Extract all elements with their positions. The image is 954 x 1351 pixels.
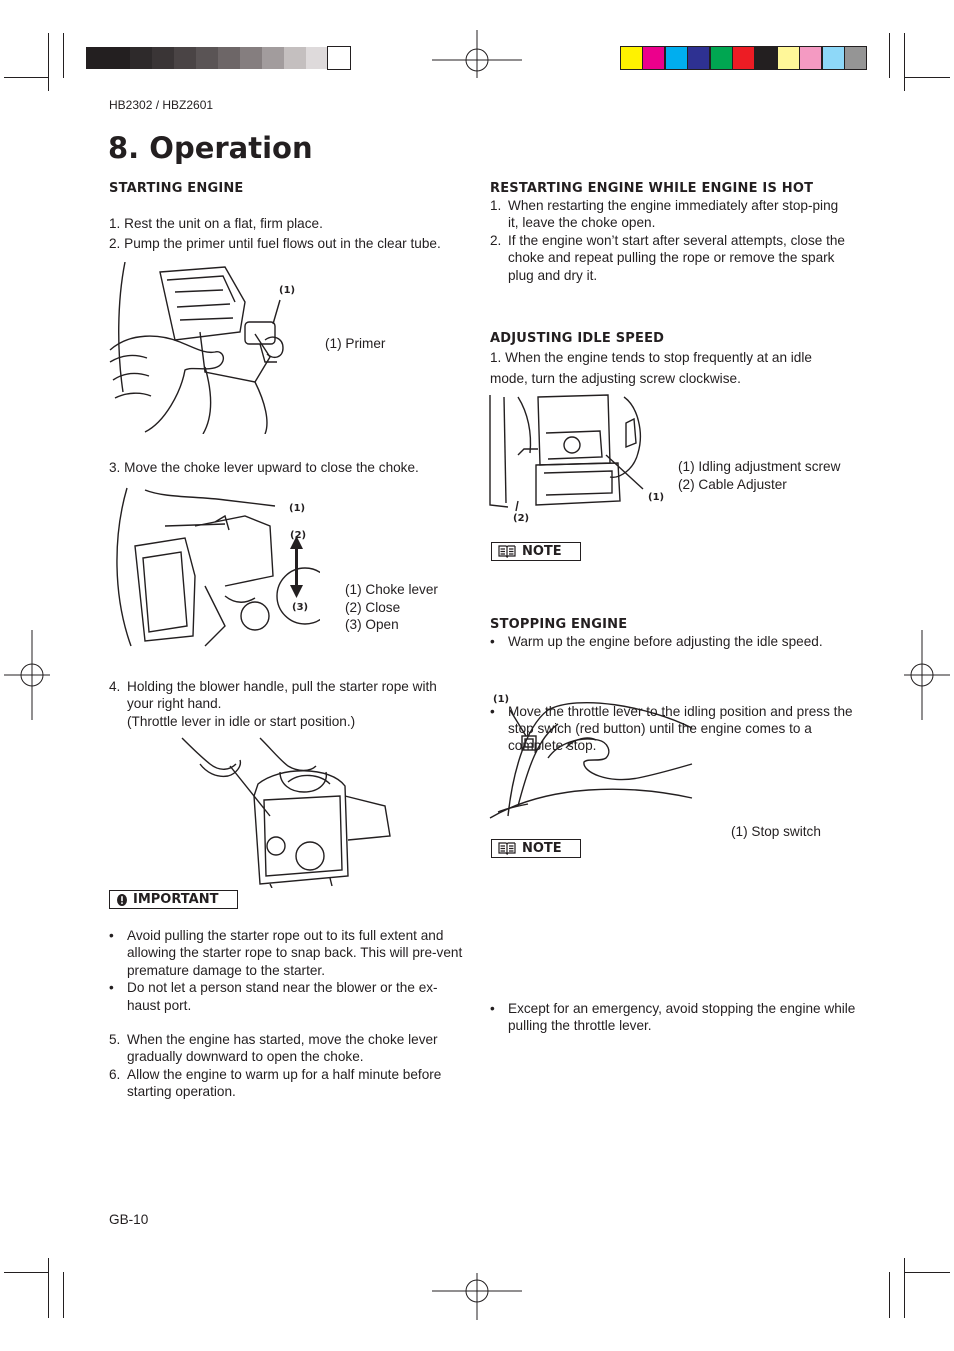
idle-label-2: (2) Cable Adjuster xyxy=(678,476,787,492)
color-swatch xyxy=(845,47,866,69)
color-swatch xyxy=(666,47,687,69)
starter-rope-illustration xyxy=(180,736,392,888)
idle-speed-heading: ADJUSTING IDLE SPEED xyxy=(490,331,665,346)
gray-swatch xyxy=(240,47,262,69)
step-number: 3. xyxy=(109,460,121,475)
restart-step-2 xyxy=(490,232,846,284)
stopping-heading: STOPPING ENGINE xyxy=(490,617,628,632)
gray-swatch xyxy=(284,47,306,69)
page-number: GB-10 xyxy=(109,1212,149,1227)
steps-after xyxy=(109,1031,464,1101)
step-3 xyxy=(109,459,419,476)
color-swatch xyxy=(778,47,799,69)
starting-engine-heading: STARTING ENGINE xyxy=(109,181,244,196)
restarting-heading: RESTARTING ENGINE WHILE ENGINE IS HOT xyxy=(490,181,814,196)
stop-callout-1: (1) xyxy=(493,694,510,705)
note-label: NOTE xyxy=(522,841,562,856)
choke-label-1: (1) Choke lever xyxy=(345,582,438,597)
choke-callout-2: (2) xyxy=(290,530,307,541)
book-note-icon xyxy=(498,545,516,558)
important-bullet: • Avoid pulling the starter rope out to its full extent and allowing the starter rope to snap back. This will pre-vent premature damage to the starter. xyxy=(109,927,464,979)
step-text: Rest the unit on a flat, firm place. xyxy=(124,216,323,231)
step-text: If the engine won’t start after several attempts, close the choke and repeat pulling the rope or remove the spark plug and dry it. xyxy=(508,232,845,283)
step-number: 5. xyxy=(109,1032,121,1047)
choke-legend xyxy=(345,581,438,634)
restart-step-1 xyxy=(490,197,846,232)
step-text: Allow the engine to warm up for a half minute before starting operation. xyxy=(127,1066,442,1100)
step-4 xyxy=(109,678,463,730)
idle-note-bullet: • Warm up the engine before adjusting the idle speed. xyxy=(490,633,866,650)
idle-label-1: (1) Idling adjustment screw xyxy=(678,459,841,474)
color-swatch xyxy=(711,47,732,69)
note-label: NOTE xyxy=(522,544,562,559)
note-box xyxy=(491,542,581,561)
page-title: 8. Operation xyxy=(108,131,313,165)
color-swatch xyxy=(800,47,821,69)
primer-callout: (1) xyxy=(279,285,296,296)
primer-illustration xyxy=(105,262,305,434)
step-text: When restarting the engine immediately after stop-ping it, leave the choke open. xyxy=(508,198,839,231)
color-swatch xyxy=(755,47,776,69)
choke-lever-illustration xyxy=(105,486,320,656)
choke-callout-1: (1) xyxy=(289,503,306,514)
step-number: 4. xyxy=(109,679,121,694)
idle-callout-2: (2) xyxy=(513,513,530,524)
starting-steps xyxy=(109,215,469,252)
gray-swatch xyxy=(152,47,174,69)
idle-speed-text: 1. When the engine tends to stop frequently at an idle mode, turn the adjusting screw clockwise. xyxy=(490,350,812,386)
step-number: 2. xyxy=(490,232,502,248)
step-text: Move the choke lever upward to close the choke. xyxy=(124,460,419,475)
model-header: HB2302 / HBZ2601 xyxy=(109,98,214,112)
stopping-note-bullet: • Except for an emergency, avoid stopping the engine while pulling the throttle lever. xyxy=(490,1000,866,1035)
stop-switch-illustration xyxy=(488,688,698,820)
restarting-steps xyxy=(490,197,846,284)
stopping-bullet: • Move the throttle lever to the idling position and press the stop swich (red button) until the engine comes to a complete stop. xyxy=(490,703,866,755)
gray-swatch xyxy=(328,47,350,69)
step-number: 1. xyxy=(109,216,121,231)
important-label: IMPORTANT xyxy=(133,892,219,907)
color-swatch xyxy=(643,47,664,69)
gray-swatch xyxy=(86,47,108,69)
color-swatch xyxy=(733,47,754,69)
note-box xyxy=(491,839,581,858)
choke-label-2: (2) Close xyxy=(345,599,401,615)
gray-swatch xyxy=(174,47,196,69)
color-swatch xyxy=(823,47,844,69)
important-bullets xyxy=(109,927,464,1014)
gray-swatch xyxy=(218,47,240,69)
gray-swatch xyxy=(306,47,328,69)
book-note-icon xyxy=(498,842,516,855)
idle-adjustment-illustration xyxy=(488,393,668,525)
important-box xyxy=(109,890,238,909)
choke-callout-3: (3) xyxy=(292,602,309,613)
step-text: When the engine has started, move the choke lever gradually downward to open the choke. xyxy=(127,1032,438,1065)
primer-label: (1) Primer xyxy=(325,336,386,351)
gray-swatch xyxy=(130,47,152,69)
choke-label-3: (3) Open xyxy=(345,617,399,633)
stop-switch-label: (1) Stop switch xyxy=(731,824,821,839)
idle-legend xyxy=(678,458,840,493)
step-note: (Throttle lever in idle or start position.) xyxy=(127,713,356,729)
color-swatch xyxy=(621,47,642,69)
gray-swatch xyxy=(262,47,284,69)
idle-callout-1: (1) xyxy=(648,492,665,503)
step-6 xyxy=(109,1066,464,1101)
gray-swatch xyxy=(108,47,130,69)
warning-icon xyxy=(116,894,128,906)
step-number: 6. xyxy=(109,1066,121,1082)
gray-swatch xyxy=(196,47,218,69)
important-bullet: • Do not let a person stand near the blower or the ex-haust port. xyxy=(109,979,464,1014)
step-text: Pump the primer until fuel flows out in the clear tube. xyxy=(124,235,441,251)
step-text: Holding the blower handle, pull the starter rope with your right hand. xyxy=(127,679,437,712)
step-number: 1. xyxy=(490,198,502,213)
step-5 xyxy=(109,1031,464,1066)
color-swatch xyxy=(688,47,709,69)
step-number: 2. xyxy=(109,235,121,251)
